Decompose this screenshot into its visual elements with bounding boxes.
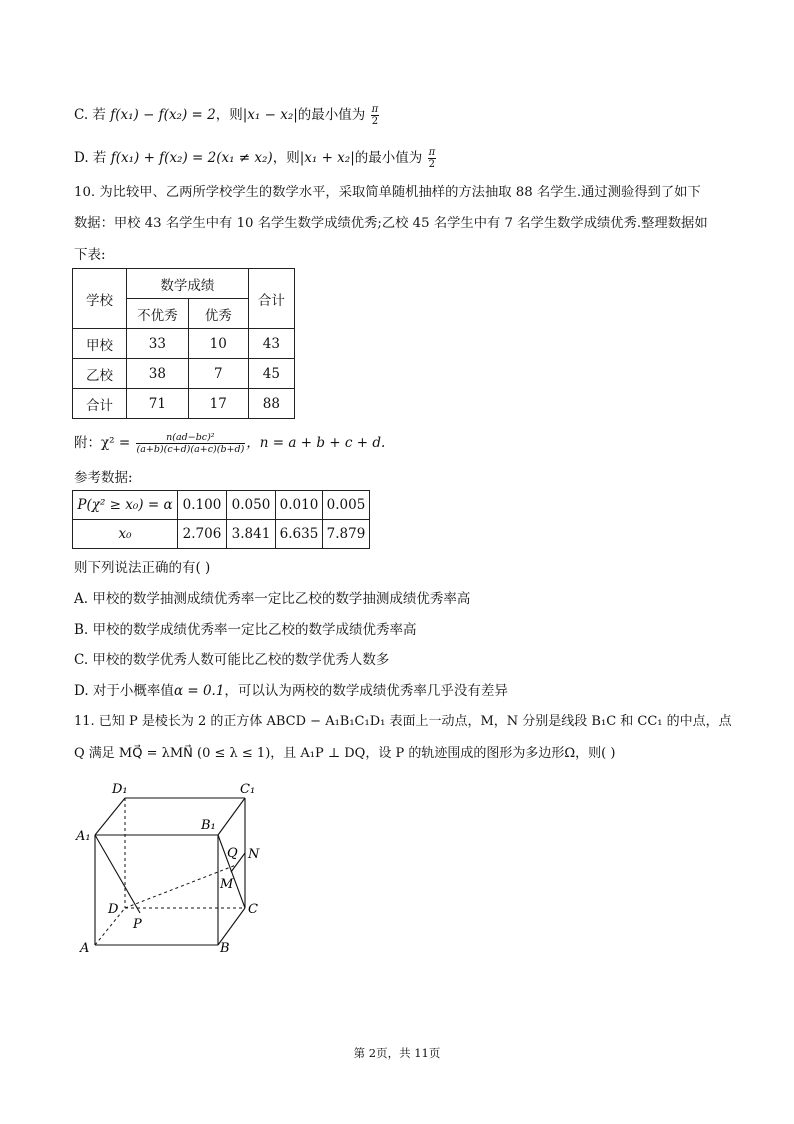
x0-label: x₀ xyxy=(73,520,178,549)
q10-option-b: B. 甲校的数学成绩优秀率一定比乙校的数学成绩优秀率高 xyxy=(74,622,417,638)
label-a: A xyxy=(80,941,90,956)
ref-data-label: 参考数据: xyxy=(74,470,133,486)
chi-square-fraction: $\frac{\text{n(ad−bc)²}}{(a+b)(c+d)(a+c)(b+d)}$ xyxy=(136,432,245,455)
table-row: 甲校 33 10 43 xyxy=(73,329,295,359)
label-p: P xyxy=(133,917,142,932)
th-score: 数学成绩 xyxy=(126,269,248,299)
cube-figure xyxy=(70,775,270,960)
score-table xyxy=(72,268,295,419)
label-c1: C₁ xyxy=(240,782,256,797)
q10-option-d: D. 对于小概率值α = 0.1，可以认为两校的数学成绩优秀率几乎没有差异 xyxy=(74,683,508,699)
q10-line1: 10. 为比较甲、乙两所学校学生的数学水平，采取简单随机抽样的方法抽取 88 名学生.通过测验得到了如下 xyxy=(74,185,701,200)
critical-value-table: P(χ² ≥ x₀) = α 0.100 0.050 0.010 0.005 x₀ 2.706 3.841 6.635 7.879 xyxy=(72,490,370,549)
pi-over-2: $\frac{\pi}{2}$ xyxy=(428,147,436,170)
chi-square-formula: 附：χ² = $\frac{\text{n(ad−bc)²}}{(a+b)(c+d)(a+c)(b+d)}$ ，n = a + b + c + d. xyxy=(74,432,386,455)
q11-line1: 11. 已知 P 是棱长为 2 的正方体 ABCD − A₁B₁C₁D₁ 表面上一动点，M，N 分别是线段 B₁C 和 CC₁ 的中点，点 xyxy=(74,714,732,729)
label-b1: B₁ xyxy=(201,818,216,833)
q10-prompt: 则下列说法正确的有( ) xyxy=(74,560,211,576)
table-row: 乙校 38 7 45 xyxy=(73,359,295,389)
ref-header: P(χ² ≥ x₀) = α xyxy=(73,491,178,520)
th-total: 合计 xyxy=(248,269,294,329)
label-n: N xyxy=(248,847,260,862)
table-row: 合计 71 17 88 xyxy=(73,389,295,419)
th-excellent: 优秀 xyxy=(188,299,248,329)
q10-line3: 下表: xyxy=(74,247,106,263)
label-b: B xyxy=(220,941,230,956)
th-not-excellent: 不优秀 xyxy=(126,299,188,329)
label-m: M xyxy=(220,877,234,892)
label-a1: A₁ xyxy=(76,829,91,844)
label-d: D xyxy=(108,902,119,917)
page-footer: 第 2页，共 11页 xyxy=(353,1046,441,1060)
q10-option-a: A. 甲校的数学抽测成绩优秀率一定比乙校的数学抽测成绩优秀率高 xyxy=(74,591,471,607)
q10-line2: 数据：甲校 43 名学生中有 10 名学生数学成绩优秀;乙校 45 名学生中有 7 名学生数学成绩优秀.整理数据如 xyxy=(74,216,708,231)
option-d-q9: D. 若 f(x₁) + f(x₂) = 2(x₁ ≠ x₂)，则|x₁ + x₂|的最小值为 $\frac{\pi}{2}$ xyxy=(74,147,436,170)
label-d1: D₁ xyxy=(112,782,128,797)
option-c-q9: C. 若 f(x₁) − f(x₂) = 2，则|x₁ − x₂|的最小值为 $\frac{\pi}{2}$ xyxy=(74,104,379,127)
q11-line2: Q 满足 MQ⃗ = λMN⃗ (0 ≤ λ ≤ 1)，且 A₁P ⊥ DQ，设 P 的轨迹围成的图形为多边形Ω，则( ) xyxy=(74,746,616,761)
label-q: Q xyxy=(227,846,238,861)
pi-over-2: $\frac{\pi}{2}$ xyxy=(371,104,379,127)
q10-option-c: C. 甲校的数学优秀人数可能比乙校的数学优秀人数多 xyxy=(74,652,390,668)
label-c: C xyxy=(248,902,258,917)
th-school: 学校 xyxy=(73,269,127,329)
